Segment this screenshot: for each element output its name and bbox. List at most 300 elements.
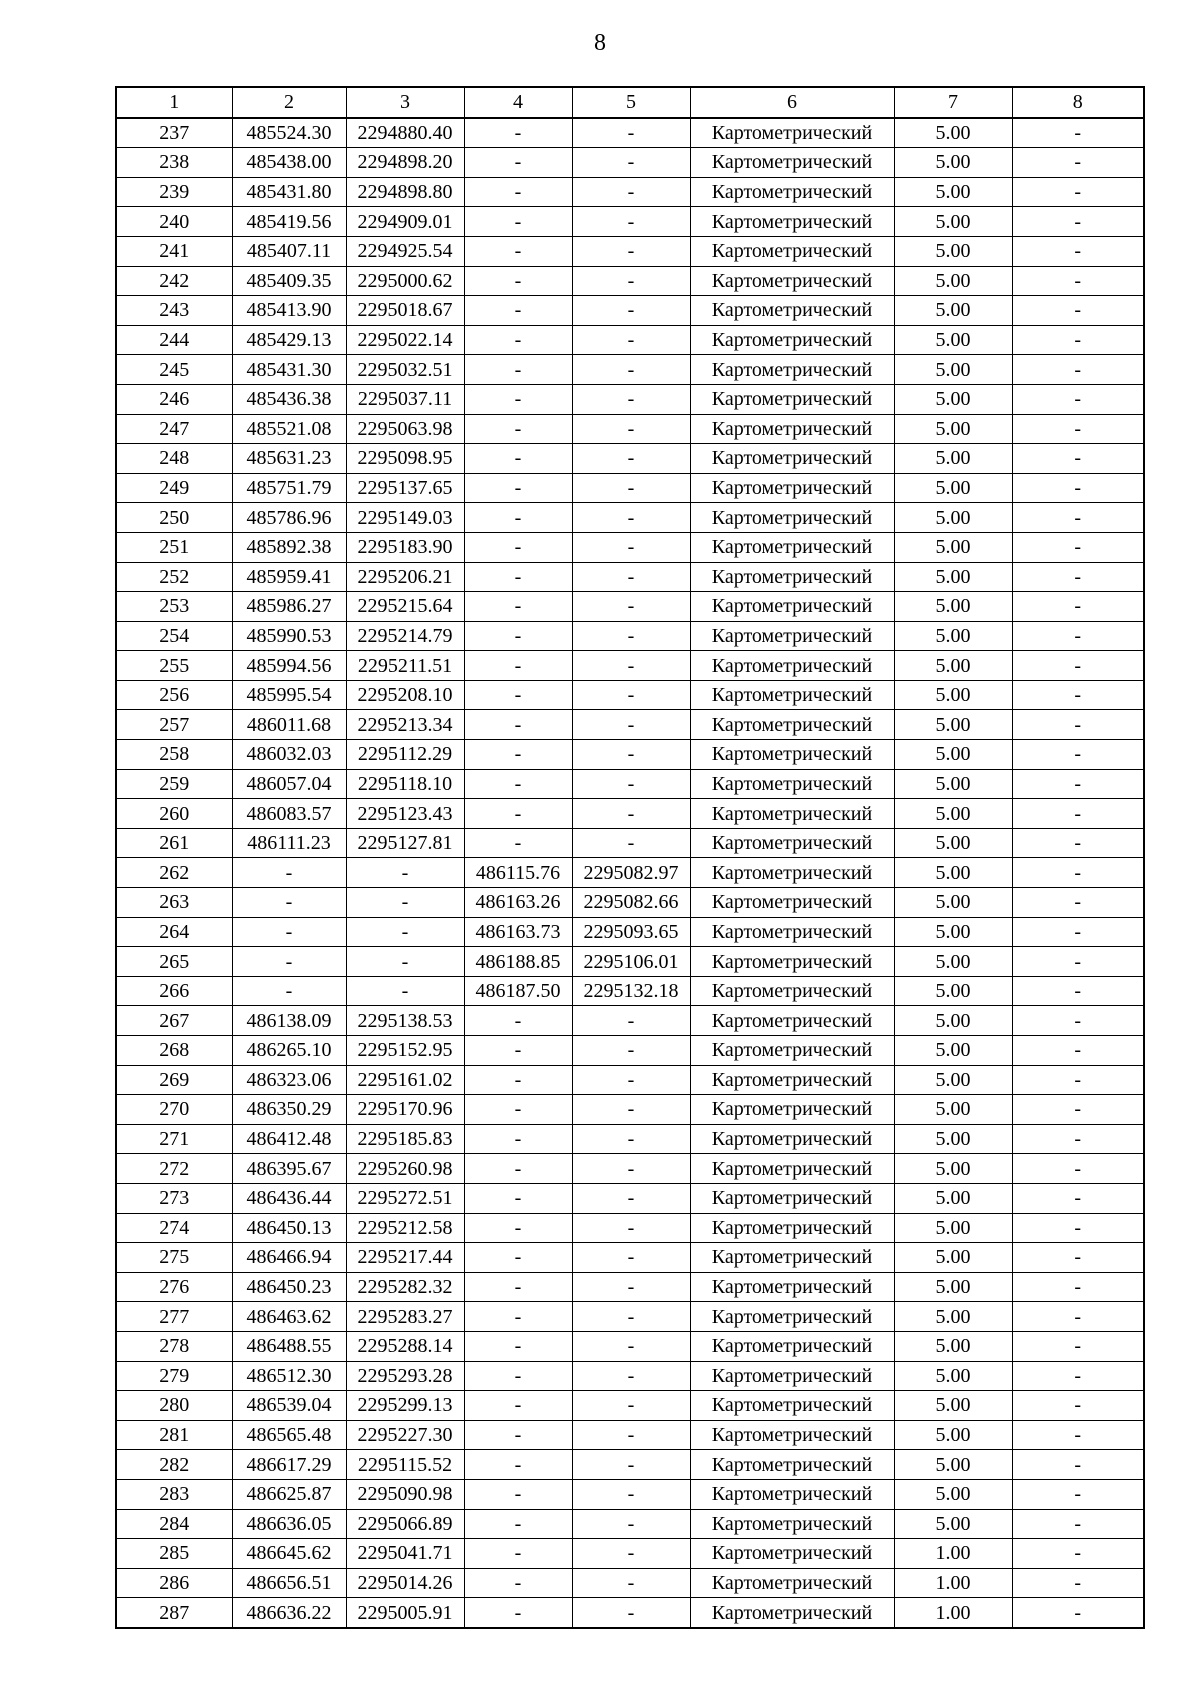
method-cell: Картометрический [690,1243,894,1273]
method-cell: Картометрический [690,1183,894,1213]
new-y-coordinate-cell: - [572,473,690,503]
description-cell: - [1012,1124,1144,1154]
x-coordinate-cell: 485994.56 [232,651,346,681]
point-number-cell: 280 [116,1391,232,1421]
point-number-cell: 244 [116,325,232,355]
method-cell: Картометрический [690,1124,894,1154]
y-coordinate-cell: 2295032.51 [346,355,464,385]
y-coordinate-cell: 2295215.64 [346,592,464,622]
description-cell: - [1012,888,1144,918]
new-y-coordinate-cell: - [572,444,690,474]
point-number-cell: 245 [116,355,232,385]
table-row [116,296,1144,326]
method-cell: Картометрический [690,1539,894,1569]
description-cell: - [1012,414,1144,444]
accuracy-cell: 5.00 [894,1361,1012,1391]
description-cell: - [1012,1450,1144,1480]
new-y-coordinate-cell: - [572,1095,690,1125]
table-row [116,1183,1144,1213]
description-cell: - [1012,266,1144,296]
table-row [116,236,1144,266]
accuracy-cell: 5.00 [894,1302,1012,1332]
y-coordinate-cell: 2295005.91 [346,1598,464,1628]
point-number-cell: 243 [116,296,232,326]
point-number-cell: 249 [116,473,232,503]
accuracy-cell: 5.00 [894,1124,1012,1154]
description-cell: - [1012,473,1144,503]
column-header: 2 [232,87,346,118]
new-y-coordinate-cell: 2295082.97 [572,858,690,888]
method-cell: Картометрический [690,947,894,977]
x-coordinate-cell: - [232,858,346,888]
point-number-cell: 253 [116,592,232,622]
new-y-coordinate-cell: - [572,1420,690,1450]
x-coordinate-cell: 485407.11 [232,236,346,266]
new-x-coordinate-cell: - [464,651,572,681]
method-cell: Картометрический [690,651,894,681]
method-cell: Картометрический [690,710,894,740]
y-coordinate-cell: 2295260.98 [346,1154,464,1184]
table-row [116,1420,1144,1450]
table-row [116,266,1144,296]
table-row [116,207,1144,237]
accuracy-cell: 5.00 [894,1479,1012,1509]
new-x-coordinate-cell: - [464,118,572,148]
x-coordinate-cell: 486111.23 [232,828,346,858]
accuracy-cell: 5.00 [894,414,1012,444]
description-cell: - [1012,236,1144,266]
accuracy-cell: 5.00 [894,532,1012,562]
method-cell: Картометрический [690,1272,894,1302]
point-number-cell: 237 [116,118,232,148]
method-cell: Картометрический [690,562,894,592]
new-y-coordinate-cell: - [572,710,690,740]
new-y-coordinate-cell: - [572,414,690,444]
point-number-cell: 269 [116,1065,232,1095]
y-coordinate-cell: 2295293.28 [346,1361,464,1391]
description-cell: - [1012,325,1144,355]
column-header: 3 [346,87,464,118]
x-coordinate-cell: 485431.30 [232,355,346,385]
point-number-cell: 263 [116,888,232,918]
y-coordinate-cell: 2295185.83 [346,1124,464,1154]
new-x-coordinate-cell: - [464,1272,572,1302]
y-coordinate-cell: - [346,947,464,977]
y-coordinate-cell: 2295183.90 [346,532,464,562]
x-coordinate-cell: 486617.29 [232,1450,346,1480]
description-cell: - [1012,1154,1144,1184]
point-number-cell: 258 [116,740,232,770]
accuracy-cell: 5.00 [894,651,1012,681]
x-coordinate-cell: - [232,888,346,918]
new-x-coordinate-cell: - [464,769,572,799]
x-coordinate-cell: 486463.62 [232,1302,346,1332]
new-x-coordinate-cell: - [464,1450,572,1480]
description-cell: - [1012,562,1144,592]
x-coordinate-cell: 485892.38 [232,532,346,562]
point-number-cell: 261 [116,828,232,858]
method-cell: Картометрический [690,769,894,799]
accuracy-cell: 5.00 [894,592,1012,622]
description-cell: - [1012,1213,1144,1243]
point-number-cell: 254 [116,621,232,651]
accuracy-cell: 5.00 [894,444,1012,474]
point-number-cell: 246 [116,384,232,414]
description-cell: - [1012,296,1144,326]
method-cell: Картометрический [690,799,894,829]
coordinates-table [115,86,1145,1629]
new-x-coordinate-cell: - [464,1006,572,1036]
description-cell: - [1012,1568,1144,1598]
point-number-cell: 239 [116,177,232,207]
new-y-coordinate-cell: - [572,296,690,326]
method-cell: Картометрический [690,1331,894,1361]
new-y-coordinate-cell: - [572,1183,690,1213]
column-header: 4 [464,87,572,118]
method-cell: Картометрический [690,1361,894,1391]
x-coordinate-cell: 486323.06 [232,1065,346,1095]
new-y-coordinate-cell: - [572,1213,690,1243]
new-y-coordinate-cell: - [572,1243,690,1273]
description-cell: - [1012,1361,1144,1391]
method-cell: Картометрический [690,740,894,770]
table-row [116,1065,1144,1095]
table-row [116,710,1144,740]
y-coordinate-cell: 2294925.54 [346,236,464,266]
x-coordinate-cell: 485431.80 [232,177,346,207]
description-cell: - [1012,1183,1144,1213]
new-x-coordinate-cell: - [464,1213,572,1243]
new-x-coordinate-cell: - [464,1420,572,1450]
table-row [116,118,1144,148]
method-cell: Картометрический [690,1420,894,1450]
y-coordinate-cell: 2295041.71 [346,1539,464,1569]
table-row [116,148,1144,178]
method-cell: Картометрический [690,828,894,858]
y-coordinate-cell: 2295112.29 [346,740,464,770]
method-cell: Картометрический [690,296,894,326]
point-number-cell: 238 [116,148,232,178]
new-x-coordinate-cell: - [464,503,572,533]
new-x-coordinate-cell: - [464,1243,572,1273]
y-coordinate-cell: 2295170.96 [346,1095,464,1125]
description-cell: - [1012,947,1144,977]
accuracy-cell: 5.00 [894,177,1012,207]
table-row [116,473,1144,503]
x-coordinate-cell: 485429.13 [232,325,346,355]
x-coordinate-cell: 485786.96 [232,503,346,533]
column-header: 8 [1012,87,1144,118]
y-coordinate-cell: 2295137.65 [346,473,464,503]
point-number-cell: 277 [116,1302,232,1332]
new-y-coordinate-cell: - [572,1124,690,1154]
new-y-coordinate-cell: 2295106.01 [572,947,690,977]
table-row [116,592,1144,622]
point-number-cell: 265 [116,947,232,977]
description-cell: - [1012,177,1144,207]
new-y-coordinate-cell: - [572,325,690,355]
method-cell: Картометрический [690,118,894,148]
table-row [116,325,1144,355]
x-coordinate-cell: 486636.22 [232,1598,346,1628]
x-coordinate-cell: 486565.48 [232,1420,346,1450]
accuracy-cell: 5.00 [894,1243,1012,1273]
x-coordinate-cell: 486466.94 [232,1243,346,1273]
method-cell: Картометрический [690,1213,894,1243]
new-x-coordinate-cell: - [464,473,572,503]
x-coordinate-cell: 485986.27 [232,592,346,622]
new-y-coordinate-cell: - [572,1302,690,1332]
description-cell: - [1012,740,1144,770]
table-row [116,680,1144,710]
y-coordinate-cell: 2295037.11 [346,384,464,414]
table-row [116,1124,1144,1154]
y-coordinate-cell: 2295227.30 [346,1420,464,1450]
x-coordinate-cell: 485524.30 [232,118,346,148]
table-row [116,355,1144,385]
y-coordinate-cell: 2295299.13 [346,1391,464,1421]
new-x-coordinate-cell: - [464,1036,572,1066]
point-number-cell: 276 [116,1272,232,1302]
point-number-cell: 250 [116,503,232,533]
table-row [116,740,1144,770]
new-y-coordinate-cell: - [572,118,690,148]
table-row [116,947,1144,977]
accuracy-cell: 5.00 [894,503,1012,533]
method-cell: Картометрический [690,384,894,414]
x-coordinate-cell: 485436.38 [232,384,346,414]
new-y-coordinate-cell: - [572,651,690,681]
description-cell: - [1012,118,1144,148]
method-cell: Картометрический [690,1598,894,1628]
x-coordinate-cell: 486450.23 [232,1272,346,1302]
method-cell: Картометрический [690,177,894,207]
new-x-coordinate-cell: - [464,355,572,385]
x-coordinate-cell: - [232,947,346,977]
new-x-coordinate-cell: - [464,828,572,858]
y-coordinate-cell: 2295161.02 [346,1065,464,1095]
method-cell: Картометрический [690,1302,894,1332]
new-x-coordinate-cell: - [464,1391,572,1421]
description-cell: - [1012,384,1144,414]
method-cell: Картометрический [690,1450,894,1480]
method-cell: Картометрический [690,858,894,888]
accuracy-cell: 5.00 [894,680,1012,710]
new-x-coordinate-cell: - [464,207,572,237]
method-cell: Картометрический [690,976,894,1006]
method-cell: Картометрический [690,1154,894,1184]
table-row [116,858,1144,888]
accuracy-cell: 5.00 [894,1065,1012,1095]
description-cell: - [1012,1509,1144,1539]
y-coordinate-cell: 2295138.53 [346,1006,464,1036]
y-coordinate-cell: 2295018.67 [346,296,464,326]
description-cell: - [1012,1420,1144,1450]
table-row [116,1539,1144,1569]
point-number-cell: 285 [116,1539,232,1569]
new-x-coordinate-cell: - [464,680,572,710]
y-coordinate-cell: 2295063.98 [346,414,464,444]
table-row [116,917,1144,947]
x-coordinate-cell: - [232,976,346,1006]
accuracy-cell: 5.00 [894,1154,1012,1184]
method-cell: Картометрический [690,414,894,444]
x-coordinate-cell: 486265.10 [232,1036,346,1066]
method-cell: Картометрический [690,1065,894,1095]
method-cell: Картометрический [690,266,894,296]
accuracy-cell: 5.00 [894,118,1012,148]
new-y-coordinate-cell: 2295093.65 [572,917,690,947]
y-coordinate-cell: 2295014.26 [346,1568,464,1598]
accuracy-cell: 5.00 [894,740,1012,770]
accuracy-cell: 5.00 [894,769,1012,799]
accuracy-cell: 5.00 [894,207,1012,237]
method-cell: Картометрический [690,1095,894,1125]
new-x-coordinate-cell: - [464,444,572,474]
table-row [116,444,1144,474]
x-coordinate-cell: 486645.62 [232,1539,346,1569]
y-coordinate-cell: 2295149.03 [346,503,464,533]
new-x-coordinate-cell: - [464,1183,572,1213]
table-row [116,562,1144,592]
table-row [116,769,1144,799]
table-header-row [116,87,1144,118]
accuracy-cell: 5.00 [894,1391,1012,1421]
new-y-coordinate-cell: - [572,769,690,799]
new-x-coordinate-cell: - [464,710,572,740]
new-y-coordinate-cell: - [572,828,690,858]
x-coordinate-cell: 486625.87 [232,1479,346,1509]
table-row [116,1509,1144,1539]
table-body [116,118,1144,1628]
method-cell: Картометрический [690,1479,894,1509]
column-header: 1 [116,87,232,118]
table-row [116,621,1144,651]
new-y-coordinate-cell: - [572,1065,690,1095]
y-coordinate-cell: 2295118.10 [346,769,464,799]
x-coordinate-cell: 485990.53 [232,621,346,651]
description-cell: - [1012,355,1144,385]
new-x-coordinate-cell: - [464,1509,572,1539]
y-coordinate-cell: 2295282.32 [346,1272,464,1302]
accuracy-cell: 5.00 [894,1331,1012,1361]
y-coordinate-cell: 2295288.14 [346,1331,464,1361]
y-coordinate-cell: 2294909.01 [346,207,464,237]
table-row [116,976,1144,1006]
x-coordinate-cell: 486450.13 [232,1213,346,1243]
method-cell: Картометрический [690,207,894,237]
description-cell: - [1012,1036,1144,1066]
y-coordinate-cell: 2295206.21 [346,562,464,592]
point-number-cell: 273 [116,1183,232,1213]
accuracy-cell: 5.00 [894,1183,1012,1213]
y-coordinate-cell: 2295213.34 [346,710,464,740]
y-coordinate-cell: 2295208.10 [346,680,464,710]
accuracy-cell: 5.00 [894,888,1012,918]
new-y-coordinate-cell: - [572,621,690,651]
new-y-coordinate-cell: - [572,1509,690,1539]
new-x-coordinate-cell: - [464,799,572,829]
y-coordinate-cell: 2294880.40 [346,118,464,148]
new-x-coordinate-cell: - [464,236,572,266]
new-y-coordinate-cell: - [572,384,690,414]
new-y-coordinate-cell: - [572,1479,690,1509]
new-y-coordinate-cell: - [572,148,690,178]
new-y-coordinate-cell: - [572,266,690,296]
table-row [116,414,1144,444]
new-x-coordinate-cell: - [464,296,572,326]
new-y-coordinate-cell: - [572,503,690,533]
new-y-coordinate-cell: - [572,1036,690,1066]
new-x-coordinate-cell: - [464,1124,572,1154]
table-row [116,1095,1144,1125]
new-y-coordinate-cell: 2295132.18 [572,976,690,1006]
accuracy-cell: 5.00 [894,325,1012,355]
new-x-coordinate-cell: - [464,1479,572,1509]
point-number-cell: 267 [116,1006,232,1036]
new-y-coordinate-cell: - [572,1450,690,1480]
new-x-coordinate-cell: - [464,1065,572,1095]
table-row [116,1154,1144,1184]
table-row [116,1331,1144,1361]
x-coordinate-cell: - [232,917,346,947]
method-cell: Картометрический [690,325,894,355]
table-row [116,384,1144,414]
description-cell: - [1012,799,1144,829]
description-cell: - [1012,532,1144,562]
point-number-cell: 242 [116,266,232,296]
accuracy-cell: 5.00 [894,1006,1012,1036]
method-cell: Картометрический [690,503,894,533]
y-coordinate-cell: - [346,976,464,1006]
point-number-cell: 284 [116,1509,232,1539]
x-coordinate-cell: 485631.23 [232,444,346,474]
new-x-coordinate-cell: - [464,1154,572,1184]
new-y-coordinate-cell: - [572,799,690,829]
column-header: 7 [894,87,1012,118]
new-y-coordinate-cell: - [572,1539,690,1569]
new-y-coordinate-cell: - [572,1391,690,1421]
point-number-cell: 247 [116,414,232,444]
method-cell: Картометрический [690,355,894,385]
description-cell: - [1012,828,1144,858]
x-coordinate-cell: 486138.09 [232,1006,346,1036]
method-cell: Картометрический [690,148,894,178]
new-x-coordinate-cell: - [464,1331,572,1361]
point-number-cell: 270 [116,1095,232,1125]
point-number-cell: 257 [116,710,232,740]
table-row [116,532,1144,562]
point-number-cell: 240 [116,207,232,237]
point-number-cell: 255 [116,651,232,681]
point-number-cell: 264 [116,917,232,947]
point-number-cell: 287 [116,1598,232,1628]
column-header: 6 [690,87,894,118]
new-y-coordinate-cell: - [572,355,690,385]
y-coordinate-cell: 2295098.95 [346,444,464,474]
description-cell: - [1012,858,1144,888]
method-cell: Картометрический [690,532,894,562]
y-coordinate-cell: 2295123.43 [346,799,464,829]
table-row [116,1598,1144,1628]
method-cell: Картометрический [690,680,894,710]
x-coordinate-cell: 486395.67 [232,1154,346,1184]
new-x-coordinate-cell: 486115.76 [464,858,572,888]
table-row [116,1450,1144,1480]
new-y-coordinate-cell: - [572,207,690,237]
accuracy-cell: 5.00 [894,473,1012,503]
y-coordinate-cell: 2294898.80 [346,177,464,207]
